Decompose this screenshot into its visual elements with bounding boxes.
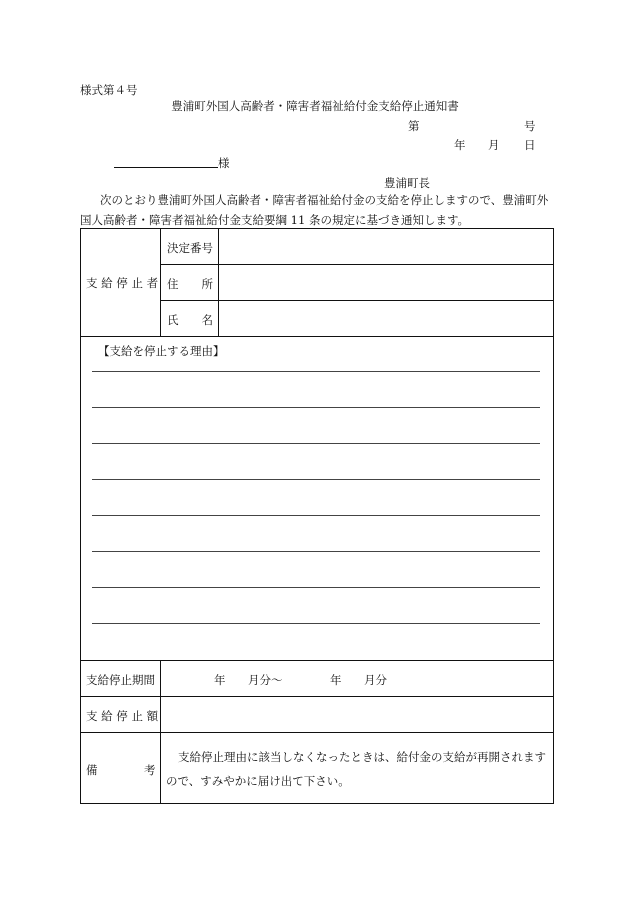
- divider: [160, 228, 161, 336]
- document-number-suffix: 号: [524, 119, 536, 133]
- reason-line: [92, 587, 540, 588]
- reason-line: [92, 443, 540, 444]
- divider: [80, 732, 554, 733]
- form-number: 様式第４号: [80, 83, 138, 97]
- document-number-label: 第: [408, 119, 420, 133]
- reason-line: [92, 479, 540, 480]
- divider: [160, 264, 554, 265]
- date-year-label: 年: [454, 138, 466, 152]
- date-month-label: 月: [488, 138, 500, 152]
- divider: [80, 660, 554, 661]
- addressee-blank-line: [114, 167, 218, 168]
- divider: [80, 696, 554, 697]
- decision-number-label: 決定番号: [167, 241, 213, 255]
- reason-line: [92, 551, 540, 552]
- notice-body-text: 次のとおり豊浦町外国人高齢者・障害者福祉給付金の支給を停止しますので、豊浦町外国人高齢者・障害者福祉給付金支給要綱 11 条の規定に基づき通知します。: [80, 193, 549, 227]
- address-label: 住 所: [167, 277, 213, 291]
- period-to-year: 年: [330, 673, 342, 687]
- reason-header: 【支給を停止する理由】: [98, 344, 225, 358]
- period-from-year: 年: [214, 673, 226, 687]
- period-label: 支給停止期間: [86, 673, 155, 687]
- reason-line: [92, 371, 540, 372]
- recipient-header: 支 給 停 止 者: [86, 276, 159, 290]
- remarks-label-first: 備: [86, 763, 98, 777]
- remarks-text: 支給停止理由に該当しなくなったときは、給付金の支給が再開されます: [178, 750, 546, 764]
- divider: [218, 228, 219, 336]
- remarks-label-second: 考: [144, 763, 156, 777]
- amount-label: 支 給 停 止 額: [86, 709, 159, 723]
- period-to-month: 月分: [364, 673, 387, 687]
- remarks-text-continued: ので、すみやかに届け出て下さい。: [166, 774, 350, 788]
- reason-line: [92, 515, 540, 516]
- divider: [160, 300, 554, 301]
- divider: [80, 336, 554, 337]
- notice-body: [80, 190, 554, 230]
- name-label: 氏 名: [167, 313, 213, 327]
- addressee-honorific: 様: [218, 156, 230, 170]
- divider: [160, 660, 161, 804]
- period-from-month: 月分～: [248, 673, 283, 687]
- date-day-label: 日: [524, 138, 536, 152]
- issuer-name: 豊浦町長: [384, 176, 430, 190]
- reason-line: [92, 407, 540, 408]
- reason-line: [92, 623, 540, 624]
- document-title: 豊浦町外国人高齢者・障害者福祉給付金支給停止通知書: [171, 99, 459, 113]
